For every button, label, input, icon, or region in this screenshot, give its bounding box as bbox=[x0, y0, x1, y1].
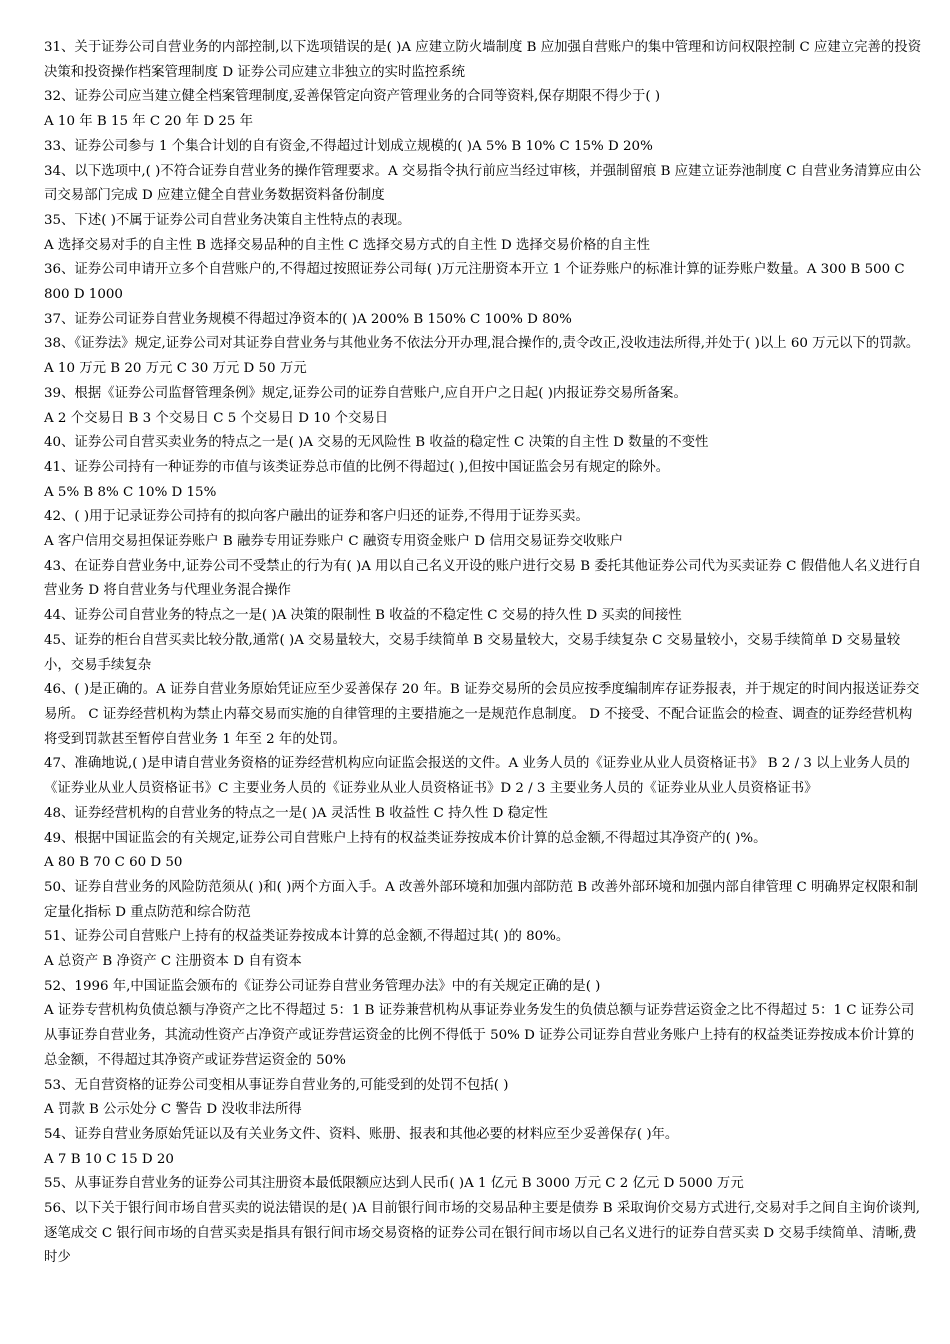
q32: 32、证券公司应当建立健全档案管理制度,妥善保管定向资产管理业务的合同等资料,保存期限不得少于( ) bbox=[44, 89, 661, 105]
q39: 39、根据《证券公司监督管理条例》规定,证券公司的证券自营账户,应自开户之日起( )内报证券交易所备案。 bbox=[44, 385, 687, 401]
q53: 53、无自营资格的证券公司变相从事证券自营业务的,可能受到的处罚不包括( ) bbox=[44, 1077, 509, 1093]
q33: 33、证券公司参与 1 个集合计划的自有资金,不得超过计划成立规模的( )A 5% B 10% C 15% D 20% bbox=[44, 138, 653, 154]
q41-options: A 5% B 8% C 10% D 15% bbox=[44, 484, 217, 500]
q35: 35、下述( )不属于证券公司自营业务决策自主性特点的表现。 bbox=[44, 212, 411, 228]
q47: 47、准确地说,( )是申请自营业务资格的证券经营机构应向证监会报送的文件。A 业务人员的《证券业从业人员资格证书》 B 2 / 3 以上业务人员的《证券业从业人员资格证书》C 主要业务人员的《证券业从业人员资格证书》D 2 / 3 主要业务人员的《证券业从业人员资格证书》 bbox=[44, 756, 910, 797]
q43: 43、在证券自营业务中,证券公司不受禁止的行为有( )A 用以自己名义开设的账户进行交易 B 委托其他证券公司代为买卖证券 C 假借他人名义进行自营业务 D 将自营业务与代理业务混合操作 bbox=[44, 558, 922, 599]
q46: 46、( )是正确的。A 证券自营业务原始凭证应至少妥善保存 20 年。B 证券交易所的会员应按季度编制库存证券报表，并于规定的时间内报送证券交易所。 C 证券经营机构为禁止内幕交易而实施的自律管理的主要措施之一是规范作息制度。 D 不接受、不配合证监会的检查、调查的证券经营机构将受到罚款甚至暂停自营业务 1 年至 2 年的处罚。 bbox=[44, 682, 920, 747]
q40: 40、证券公司自营买卖业务的特点之一是( )A 交易的无风险性 B 收益的稳定性 C 决策的自主性 D 数量的不变性 bbox=[44, 435, 709, 451]
q51: 51、证券公司自营账户上持有的权益类证券按成本计算的总金额,不得超过其( )的 80%。 bbox=[44, 929, 570, 945]
q56: 56、以下关于银行间市场自营买卖的说法错误的是( )A 目前银行间市场的交易品种主要是债券 B 采取询价交易方式进行,交易对手之间自主询价谈判,逐笔成交 C 银行间市场的自营买卖是指具有银行间市场交易资格的证券公司在银行间市场以自己名义进行的证券自营买卖 D 交易手续简单、清晰,费时少 bbox=[44, 1201, 920, 1266]
q45: 45、证券的柜台自营买卖比较分散,通常( )A 交易量较大，交易手续简单 B 交易量较大，交易手续复杂 C 交易量较小，交易手续简单 D 交易量较小，交易手续复杂 bbox=[44, 632, 901, 673]
q34: 34、以下选项中,( )不符合证券自营业务的操作管理要求。A 交易指令执行前应当经过审核，并强制留痕 B 应建立证券池制度 C 自营业务清算应由公司交易部门完成 D 应建立健全自营业务数据资料备份制度 bbox=[44, 163, 922, 204]
q42-options: A 客户信用交易担保证券账户 B 融券专用证券账户 C 融资专用资金账户 D 信用交易证券交收账户 bbox=[44, 534, 624, 550]
q32-options: A 10 年 B 15 年 C 20 年 D 25 年 bbox=[44, 114, 254, 130]
q39-options: A 2 个交易日 B 3 个交易日 C 5 个交易日 D 10 个交易日 bbox=[44, 410, 389, 426]
q54-options: A 7 B 10 C 15 D 20 bbox=[44, 1151, 174, 1167]
q49-options: A 80 B 70 C 60 D 50 bbox=[44, 855, 183, 871]
document-body bbox=[44, 36, 922, 1271]
q49: 49、根据中国证监会的有关规定,证券公司自营账户上持有的权益类证券按成本价计算的总金额,不得超过其净资产的( )%。 bbox=[44, 830, 767, 846]
q52: 52、1996 年,中国证监会颁布的《证券公司证券自营业务管理办法》中的有关规定正确的是( ) bbox=[44, 978, 601, 994]
q31: 31、关于证券公司自营业务的内部控制,以下选项错误的是( )A 应建立防火墙制度 B 应加强自营账户的集中管理和访问权限控制 C 应建立完善的投资决策和投资操作档案管理制度 D 证券公司应建立非独立的实时监控系统 bbox=[44, 40, 922, 80]
q48: 48、证券经营机构的自营业务的特点之一是( )A 灵活性 B 收益性 C 持久性 D 稳定性 bbox=[44, 805, 548, 821]
q53-options: A 罚款 B 公示处分 C 警告 D 没收非法所得 bbox=[44, 1102, 302, 1118]
q35-options: A 选择交易对手的自主性 B 选择交易品种的自主性 C 选择交易方式的自主性 D 选择交易价格的自主性 bbox=[44, 237, 650, 253]
q42: 42、( )用于记录证券公司持有的拟向客户融出的证券和客户归还的证券,不得用于证券买卖。 bbox=[44, 509, 589, 525]
q52-options: A 证券专营机构负债总额与净资产之比不得超过 5：1 B 证券兼营机构从事证券业务发生的负债总额与证券营运资金之比不得超过 5：1 C 证券公司从事证券自营业务，其流动性资产占净资产或证券营运资金的比例不得低于 50% D 证券公司证券自营业务账户上持有的权益类证券按成本价计算的总金额，不得超过其净资产或证券营运资金的 50% bbox=[44, 1003, 915, 1068]
q50: 50、证券自营业务的风险防范须从( )和( )两个方面入手。A 改善外部环境和加强内部防范 B 改善外部环境和加强内部自律管理 C 明确界定权限和制定量化指标 D 重点防范和综合防范 bbox=[44, 879, 919, 920]
q55: 55、从事证券自营业务的证券公司其注册资本最低限额应达到人民币( )A 1 亿元 B 3000 万元 C 2 亿元 D 5000 万元 bbox=[44, 1176, 744, 1192]
q51-options: A 总资产 B 净资产 C 注册资本 D 自有资本 bbox=[44, 954, 302, 970]
q38: 38、《证券法》规定,证券公司对其证券自营业务与其他业务不依法分开办理,混合操作的,责令改正,没收违法所得,并处于( )以上 60 万元以下的罚款。A 10 万元 B 20 万元 C 30 万元 D 50 万元 bbox=[44, 336, 920, 377]
q37: 37、证券公司证券自营业务规模不得超过净资本的( )A 200% B 150% C 100% D 80% bbox=[44, 311, 572, 327]
q44: 44、证券公司自营业务的特点之一是( )A 决策的限制性 B 收益的不稳定性 C 交易的持久性 D 买卖的间接性 bbox=[44, 608, 682, 624]
q41: 41、证券公司持有一种证券的市值与该类证券总市值的比例不得超过( ),但按中国证监会另有规定的除外。 bbox=[44, 459, 670, 475]
q36: 36、证券公司申请开立多个自营账户的,不得超过按照证券公司每( )万元注册资本开立 1 个证券账户的标准计算的证券账户数量。A 300 B 500 C 800 D 1000 bbox=[44, 262, 905, 303]
q54: 54、证券自营业务原始凭证以及有关业务文件、资料、账册、报表和其他必要的材料应至少妥善保存( )年。 bbox=[44, 1126, 679, 1142]
